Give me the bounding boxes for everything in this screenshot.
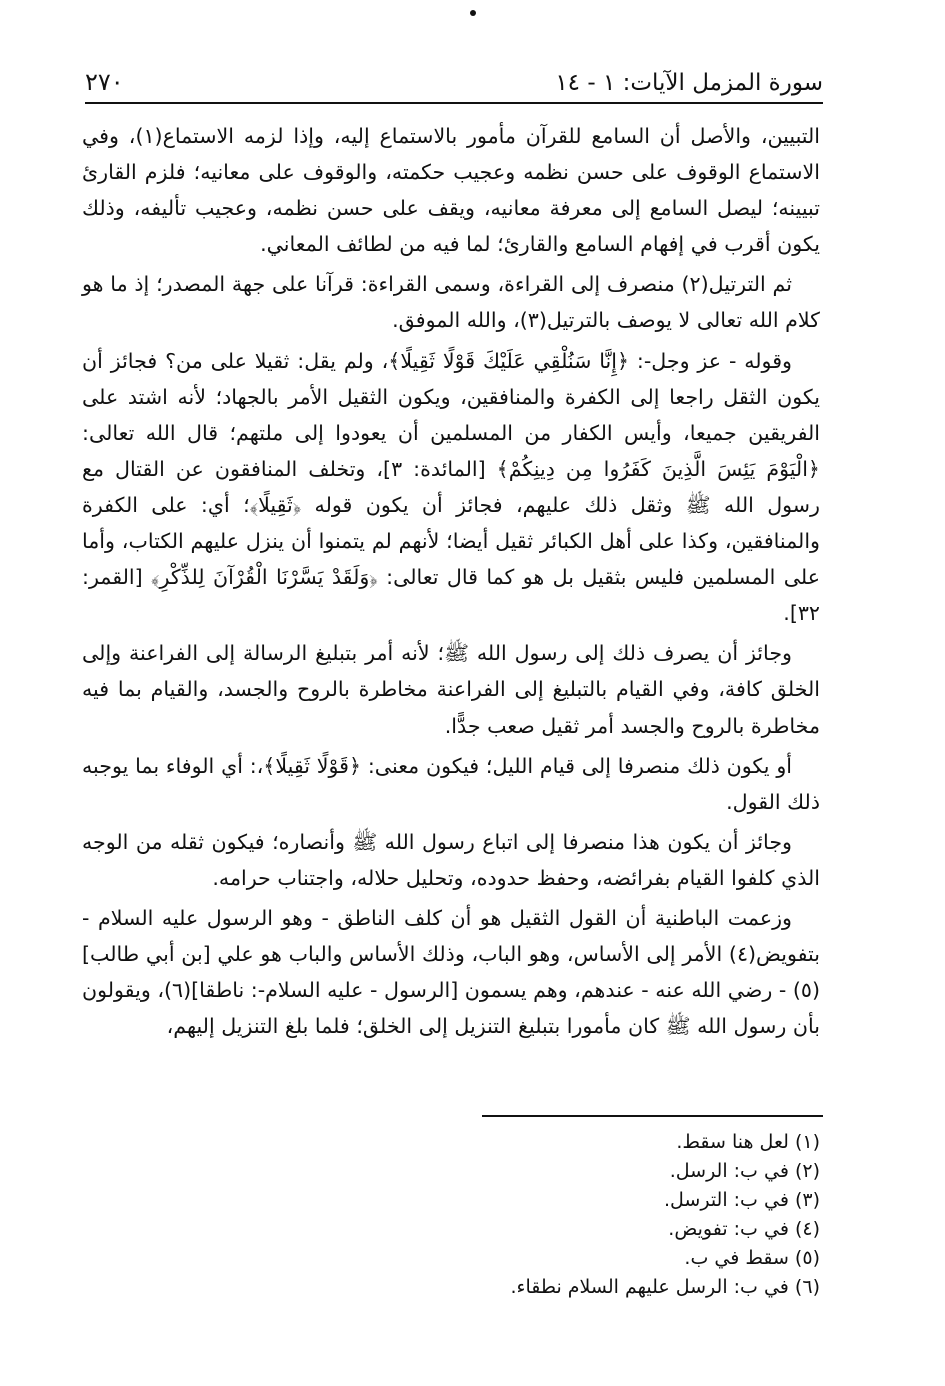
paragraph: وقوله - عز وجل-: ﴿إِنَّا سَنُلْقِي عَلَيْكَ قَوْلًا ثَقِيلًا﴾، ولم يقل: ثقيلا على من؟ فجائز أن يكون الثقل راجعا إلى الكفرة والمنافقين، ويكون الثقيل الأمر بالجهاد؛ لأنه اشتد على الفريقين جميعا، وأيس الكفار من المسلمين أن يعودوا إلى ملتهم؛ قال الله تعالى: ﴿الْيَوْمَ يَئِسَ الَّذِينَ كَفَرُوا مِن دِينِكُمْ﴾ [المائدة: ٣]، وتخلف المنافقون عن القتال مع رسول الله ﷺ وثقل ذلك عليهم، فجائز أن يكون قوله ﴿ثَقِيلًا﴾؛ أي: على الكفرة والمنافقين، وكذا على أهل الكبائر ثقيل أيضا؛ لأنهم لم يتمنوا أن ينزل عليهم الكتاب، وأما على المسلمين فليس بثقيل بل هو كما قال تعالى: ﴿وَلَقَدْ يَسَّرْنَا الْقُرْآنَ لِلذِّكْرِ﴾ [القمر: ٣٢]. — [82, 348, 820, 626]
footnote: (٤) في ب: تفويض. — [668, 1218, 820, 1240]
page-header — [85, 58, 823, 104]
page-number: ٢٧٠ — [85, 68, 124, 96]
footnote: (١) لعل هنا سقط. — [676, 1131, 820, 1153]
footnote: (٦) في ب: الرسل عليهم السلام نطقاء. — [510, 1276, 820, 1298]
main-text — [82, 118, 820, 1048]
paragraph: التبيين، والأصل أن السامع للقرآن مأمور بالاستماع إليه، وإذا لزمه الاستماع(١)، وفي الاستماع الوقوف على حسن نظمه وعجيب حكمته، والوقوف على معانيه؛ فلزم القارئ تبيينه؛ ليصل السامع إلى معرفة معانيه، ويقف على حسن نظمه، وعجيب تأليفه، وذلك يكون أقرب في إفهام السامع والقارئ؛ لما فيه من لطائف المعاني. — [82, 124, 821, 257]
footnote-separator — [482, 1115, 823, 1117]
footnotes — [300, 1128, 820, 1302]
paragraph: ثم الترتيل(٢) منصرف إلى القراءة، وسمى القراءة: قرآنا على جهة المصدر؛ إذ ما هو كلام الله تعالى لا يوصف بالترتيل(٣)، والله الموفق. — [82, 272, 820, 333]
top-dot-mark — [470, 10, 476, 16]
footnote: (٣) في ب: الترسل. — [663, 1189, 820, 1211]
paragraph: أو يكون ذلك منصرفا إلى قيام الليل؛ فيكون معنى: ﴿قَوْلًا ثَقِيلًا﴾،: أي الوفاء بما يوجبه ذلك القول. — [82, 753, 820, 814]
paragraph: وجائز أن يصرف ذلك إلى رسول الله ﷺ؛ لأنه أمر بتبليغ الرسالة إلى الفراعنة وإلى الخلق كافة، وفي القيام بالتبليغ إلى الفراعنة مخاطرة بالروح والجسد، والقيام بما فيه مخاطرة بالروح والجسد أمر ثقيل صعب جدًّا. — [82, 641, 820, 738]
footnote: (٥) سقط في ب. — [684, 1247, 820, 1269]
running-title: سورة المزمل الآيات: ١ - ١٤ — [555, 70, 823, 96]
paragraph: وزعمت الباطنية أن القول الثقيل هو أن كلف الناطق - وهو الرسول عليه السلام - بتفويض(٤) الأمر إلى الأساس، وهو الباب، وذلك الأساس والباب هو علي [بن أبي طالب](٥) - رضي الله عنه - عندهم، وهم يسمون [الرسول - عليه السلام-: ناطقا](٦)، ويقولون بأن رسول الله ﷺ كان مأمورا بتبليغ التنزيل إلى الخلق؛ فلما بلغ التنزيل إليهم، — [82, 905, 821, 1039]
footnote: (٢) في ب: الرسل. — [669, 1160, 820, 1182]
paragraph: وجائز أن يكون هذا منصرفا إلى اتباع رسول الله ﷺ وأنصاره؛ فيكون ثقله من الوجه الذي كلفوا القيام بفرائضه، وحفظ حدوده، وتحليل حلاله، واجتناب حرامه. — [82, 829, 820, 890]
